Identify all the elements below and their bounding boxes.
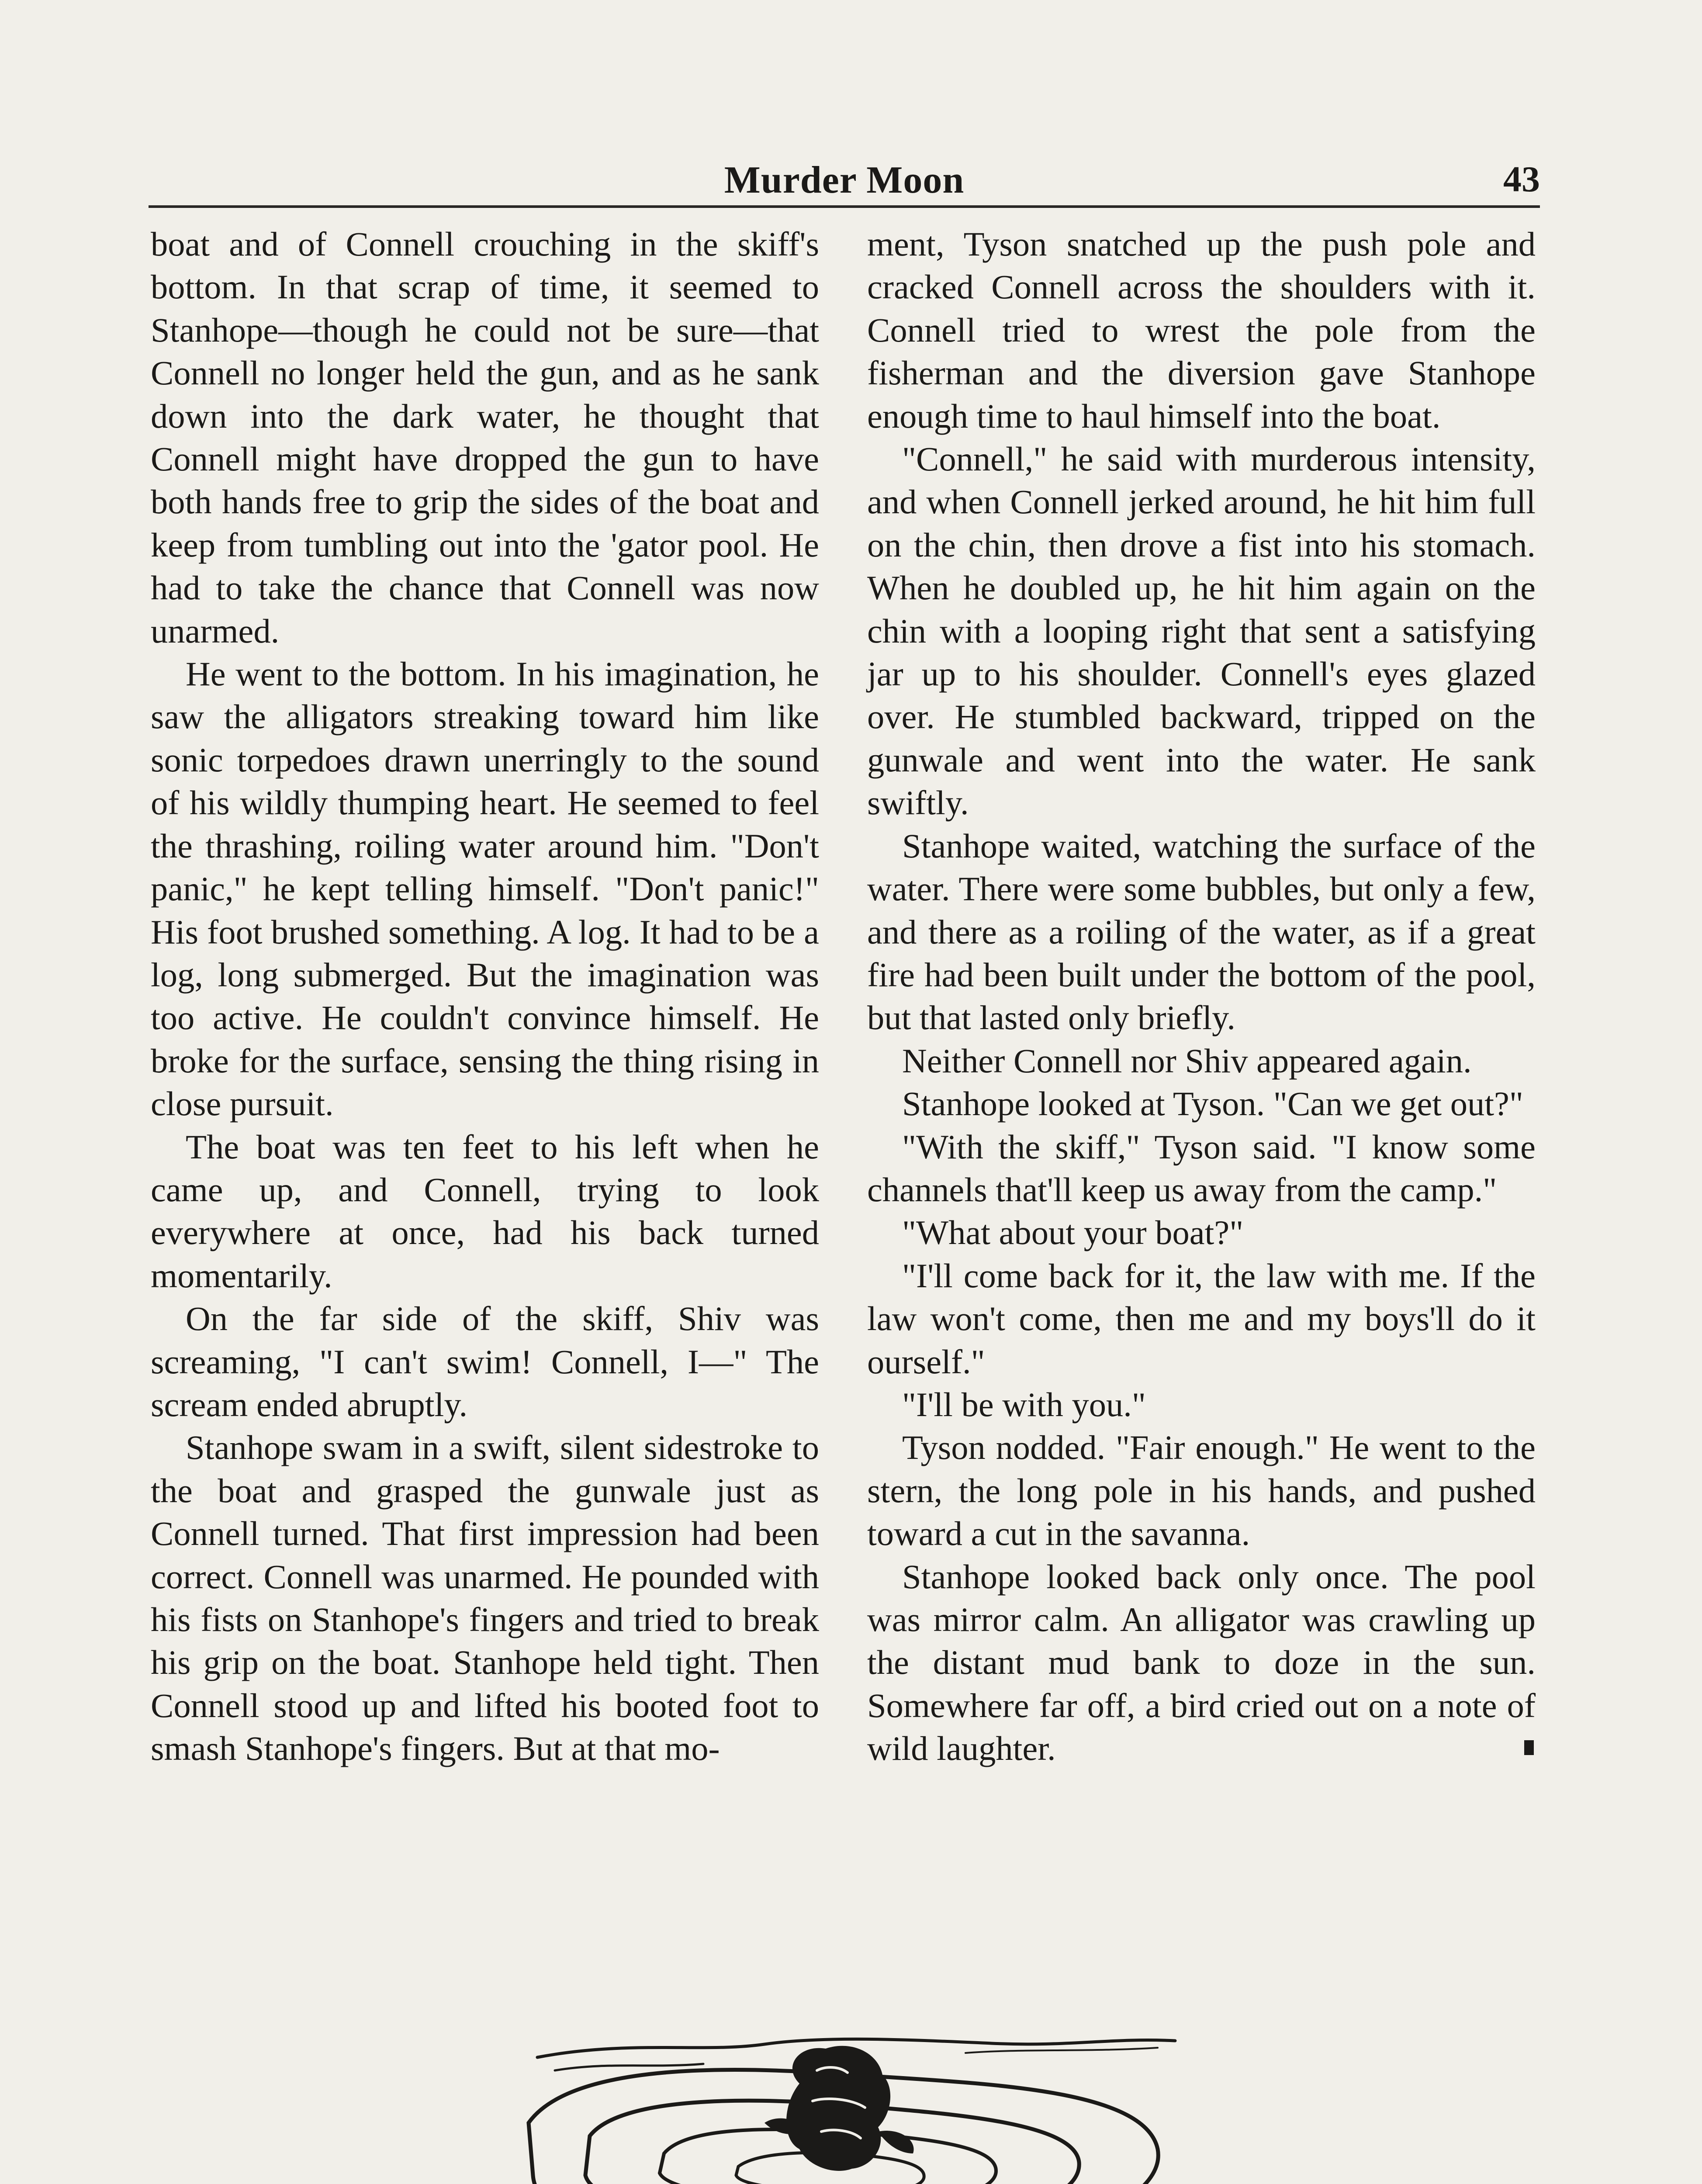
paragraph: boat and of Connell crouching in the skiff's bottom. In that scrap of time, it seemed to Stanhope—though he could not be sure—that Connell no longer held the gun, and as he sank down into the dark water, he thought that Connell might have dropped the gun to have both hands free to grip the sides of the boat and keep from tumbling out into the 'gator pool. He had to take the chance that Connell was now unarmed. <box>151 225 819 650</box>
paragraph: Tyson nodded. "Fair enough." He went to the stern, the long pole in his hands, and pushed toward a cut in the savanna. <box>867 1428 1536 1553</box>
paragraph: Stanhope waited, watching the surface of the water. There were some bubbles, but only a few, and there as a roiling of the water, as if a great fire had been built under the bottom of the pool, but that lasted only briefly. <box>867 826 1536 1037</box>
paragraph: "I'll be with you." <box>902 1385 1146 1424</box>
paragraph: Neither Connell nor Shiv appeared again. <box>902 1041 1472 1080</box>
paragraph-text: Stanhope looked back only once. The pool was mirror calm. An alligator was crawling up the distant mud bank to doze in the sun. Somewhere far off, a bird cried out on a note of wild laughter. <box>867 1557 1536 1768</box>
paragraph <box>867 1555 1536 1770</box>
paragraph: ment, Tyson snatched up the push pole and cracked Connell across the shoulders with it. Connell tried to wrest the pole from the fisherman and the diversion gave Stanhope enough time to haul himself into the boat. <box>867 225 1536 435</box>
left-column <box>151 223 819 1770</box>
paragraph: Stanhope looked at Tyson. "Can we get out?" <box>902 1085 1523 1123</box>
paragraph: "I'll come back for it, the law with me. If the law won't come, then me and my boys'll do it ourself." <box>867 1256 1536 1381</box>
running-header <box>149 157 1540 208</box>
paragraph: "With the skiff," Tyson said. "I know some channels that'll keep us away from the camp." <box>867 1127 1536 1209</box>
alligator-in-ripples-icon <box>520 1992 1193 2184</box>
paragraph: He went to the bottom. In his imagination, he saw the alligators streaking toward him like sonic torpedoes drawn unerringly to the sound of his wildly thumping heart. He seemed to feel the thrashing, roiling water around him. "Don't panic," he kept telling himself. "Don't panic!" His foot brushed something. A log. It had to be a log, long submerged. But the imagination was too active. He couldn't convince himself. He broke for the surface, sensing the thing rising in close pursuit. <box>151 655 819 1123</box>
story-title: Murder Moon <box>724 159 965 201</box>
page-number: 43 <box>1503 159 1540 200</box>
end-mark-icon <box>1524 1740 1534 1755</box>
paragraph: "Connell," he said with murderous intensity, and when Connell jerked around, he hit him full on the chin, then drove a fist into his stomach. When he doubled up, he hit him again on the chin with a looping right that sent a satisfying jar up to his shoulder. Connell's eyes glazed over. He stumbled backward, tripped on the gunwale and went into the water. He sank swiftly. <box>867 440 1536 822</box>
paragraph: Stanhope swam in a swift, silent sidestroke to the boat and grasped the gunwale just as Connell turned. That first impression had been correct. Connell was unarmed. He pounded with his fists on Stanhope's fingers and tried to break his grip on the boat. Stanhope held tight. Then Connell stood up and lifted his booted foot to smash Stanhope's fingers. But at that mo- <box>151 1428 819 1768</box>
paragraph: On the far side of the skiff, Shiv was screaming, "I can't swim! Connell, I—" The scream ended abruptly. <box>151 1299 819 1424</box>
right-column <box>867 223 1536 1770</box>
paragraph: "What about your boat?" <box>902 1213 1244 1252</box>
paragraph: The boat was ten feet to his left when he came up, and Connell, trying to look everywhere at once, had his back turned momentarily. <box>151 1127 819 1295</box>
